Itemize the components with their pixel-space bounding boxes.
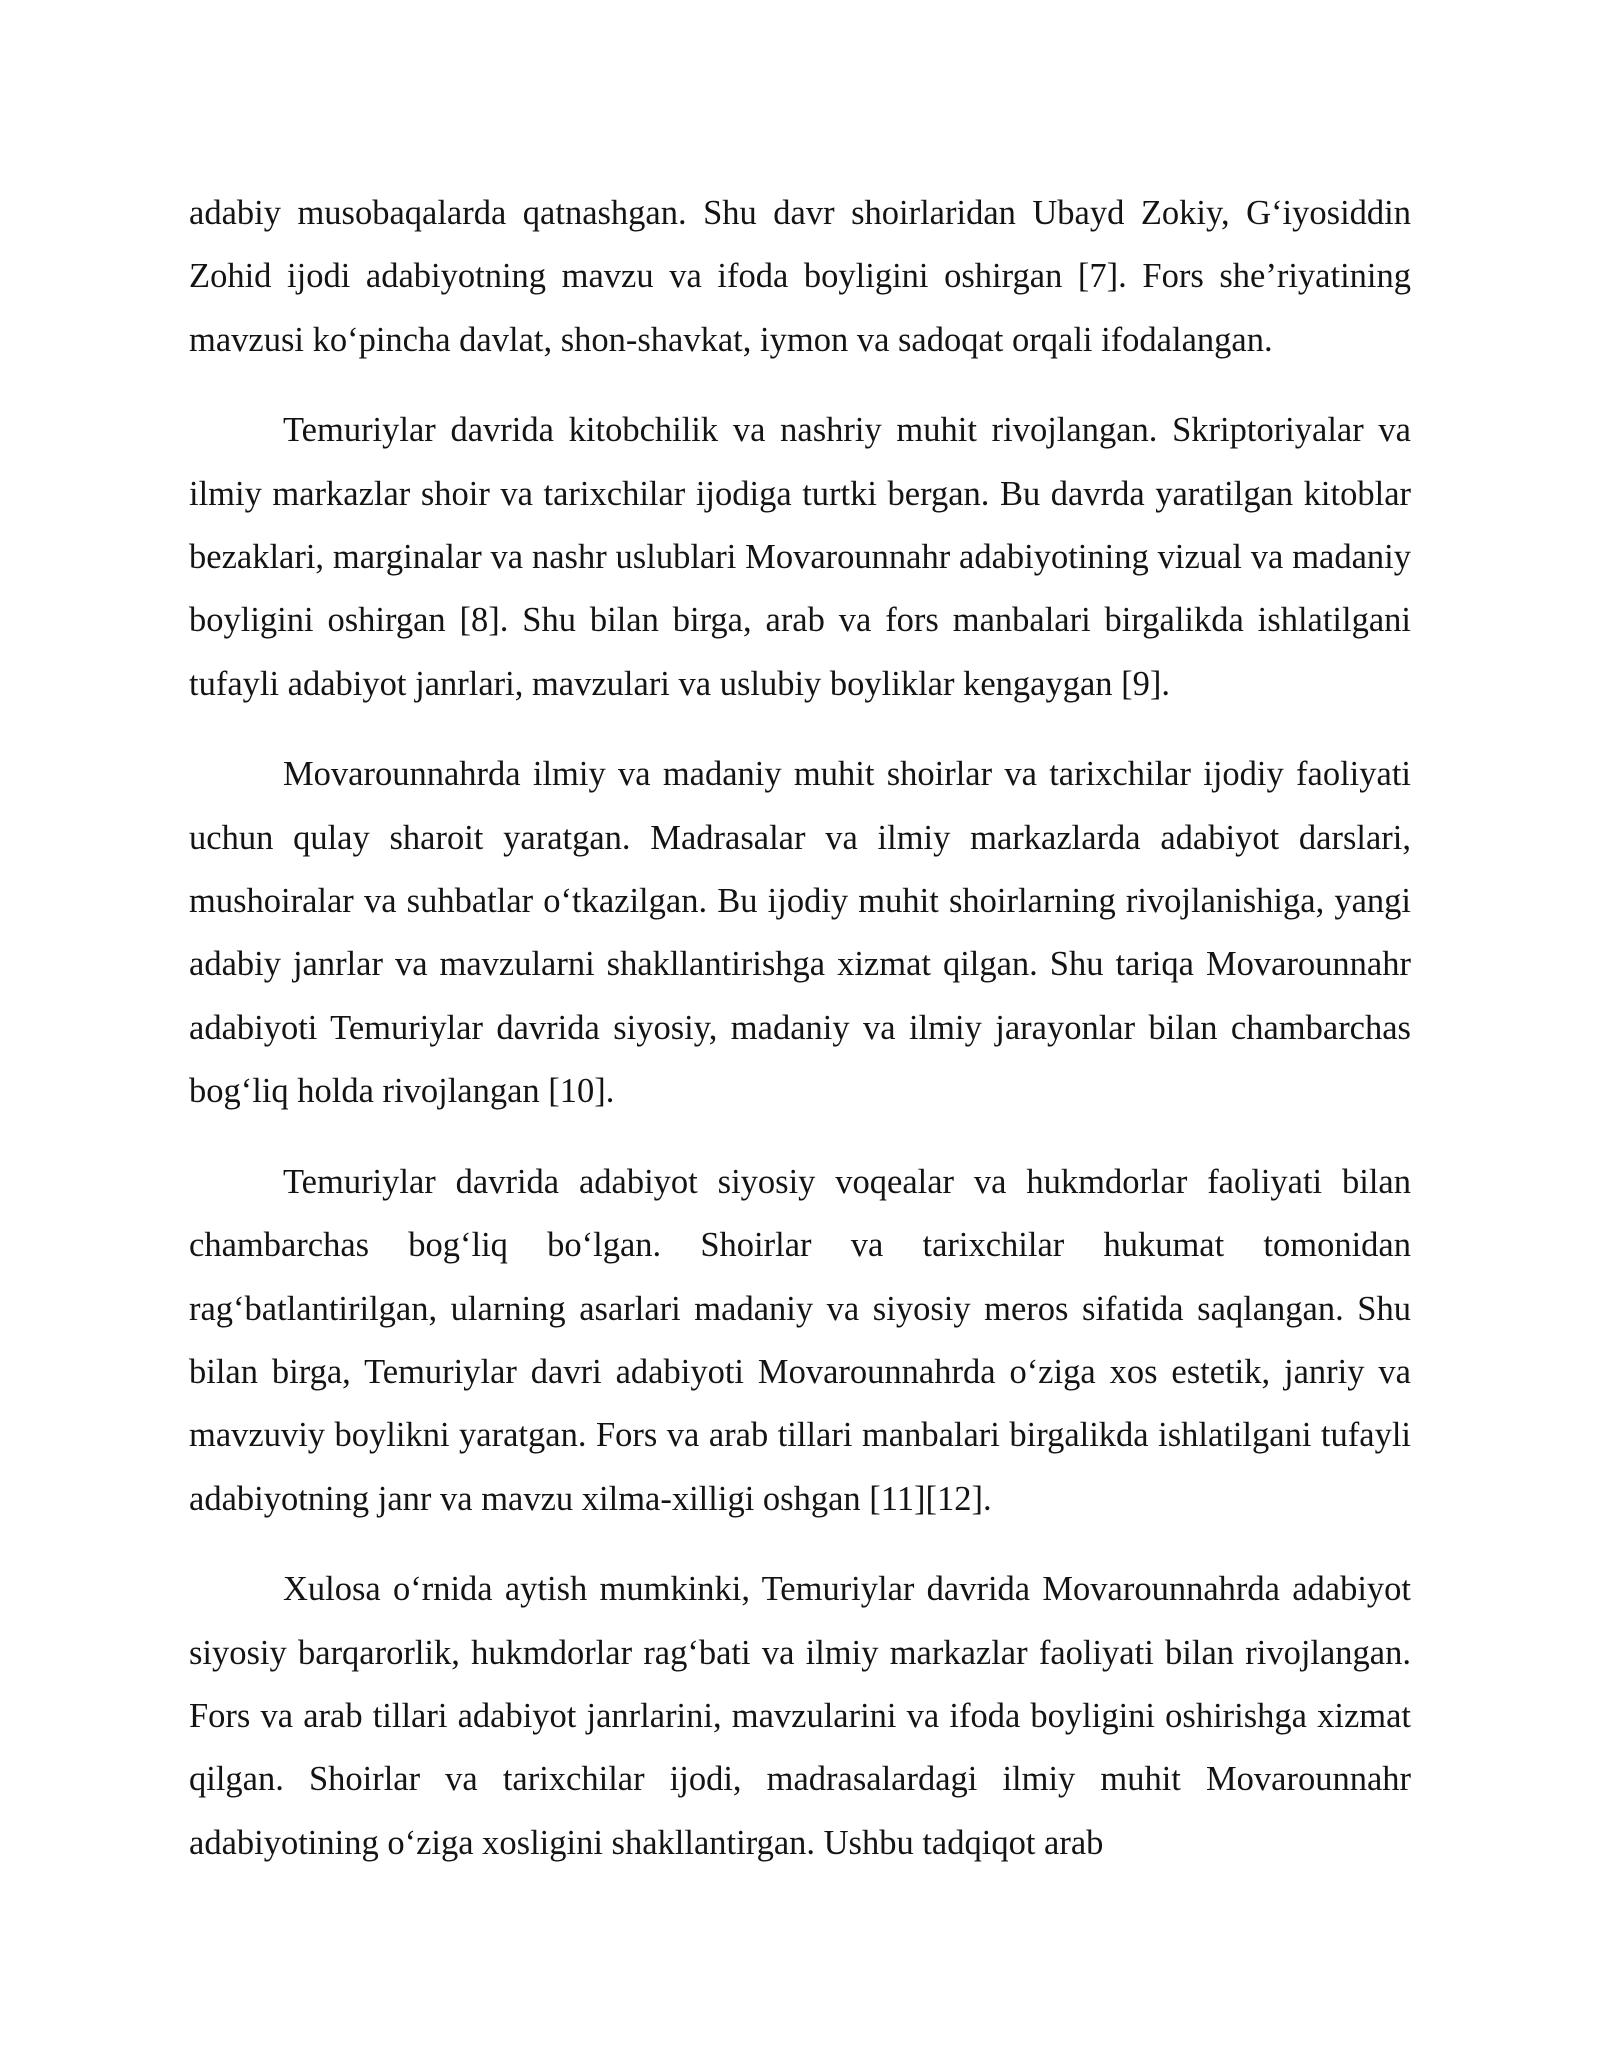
paragraph-political-context: Temuriylar davrida adabiyot siyosiy voqealar va hukmdorlar faoliyati bilan chambarchas bog‘liq bo‘lgan. Shoirlar va tarixchilar hukumat tomonidan rag‘batlantirilgan, ularning asarlari madaniy va siyosiy meros sifatida saqlangan. Shu bilan birga, Temuriylar davri adabiyoti Movarounnahrda o‘ziga xos estetik, janriy va mavzuviy boylikni yaratgan. Fors va arab tillari manbalari birgalikda ishlatilgani tufayli adabiyotning janr va mavzu xilma-xilligi oshgan [11][12]. xyxy=(189,1162,1411,1518)
paragraph-book-culture: Temuriylar davrida kitobchilik va nashriy muhit rivojlangan. Skriptoriyalar va ilmiy markazlar shoir va tarixchilar ijodiga turtki bergan. Bu davrda yaratilgan kitoblar bezaklari, marginalar va nashr uslublari Movarounnahr adabiyotining vizual va madaniy boyligini oshirgan [8]. Shu bilan birga, arab va fors manbalari birgalikda ishlatilgani tufayli adabiyot janrlari, mavzulari va uslubiy boyliklar kengaygan [9]. xyxy=(189,411,1411,703)
paragraph-continued: adabiy musobaqalarda qatnashgan. Shu davr shoirlaridan Ubayd Zokiy, G‘iyosiddin Zohid ijodi adabiyotning mavzu va ifoda boyligini oshirgan [7]. Fors she’riyatining mavzusi ko‘pincha davlat, shon-shavkat, iymon va sadoqat orqali ifodalangan. xyxy=(189,194,1411,359)
body-text xyxy=(189,182,1411,1902)
paragraph-scholarly-environment: Movarounnahrda ilmiy va madaniy muhit shoirlar va tarixchilar ijodiy faoliyati uchun qulay sharoit yaratgan. Madrasalar va ilmiy markazlarda adabiyot darslari, mushoiralar va suhbatlar o‘tkazilgan. Bu ijodiy muhit shoirlarning rivojlanishiga, yangi adabiy janrlar va mavzularni shakllantirishga xizmat qilgan. Shu tariqa Movarounnahr adabiyoti Temuriylar davrida siyosiy, madaniy va ilmiy jarayonlar bilan chambarchas bog‘liq holda rivojlangan [10]. xyxy=(189,755,1411,1111)
paragraph-conclusion: Xulosa o‘rnida aytish mumkinki, Temuriylar davrida Movarounnahrda adabiyot siyosiy barqarorlik, hukmdorlar rag‘bati va ilmiy markazlar faoliyati bilan rivojlangan. Fors va arab tillari adabiyot janrlarini, mavzularini va ifoda boyligini oshirishga xizmat qilgan. Shoirlar va tarixchilar ijodi, madrasalardagi ilmiy muhit Movarounnahr adabiyotining o‘ziga xosligini shakllantirgan. Ushbu tadqiqot arab xyxy=(189,1570,1411,1862)
